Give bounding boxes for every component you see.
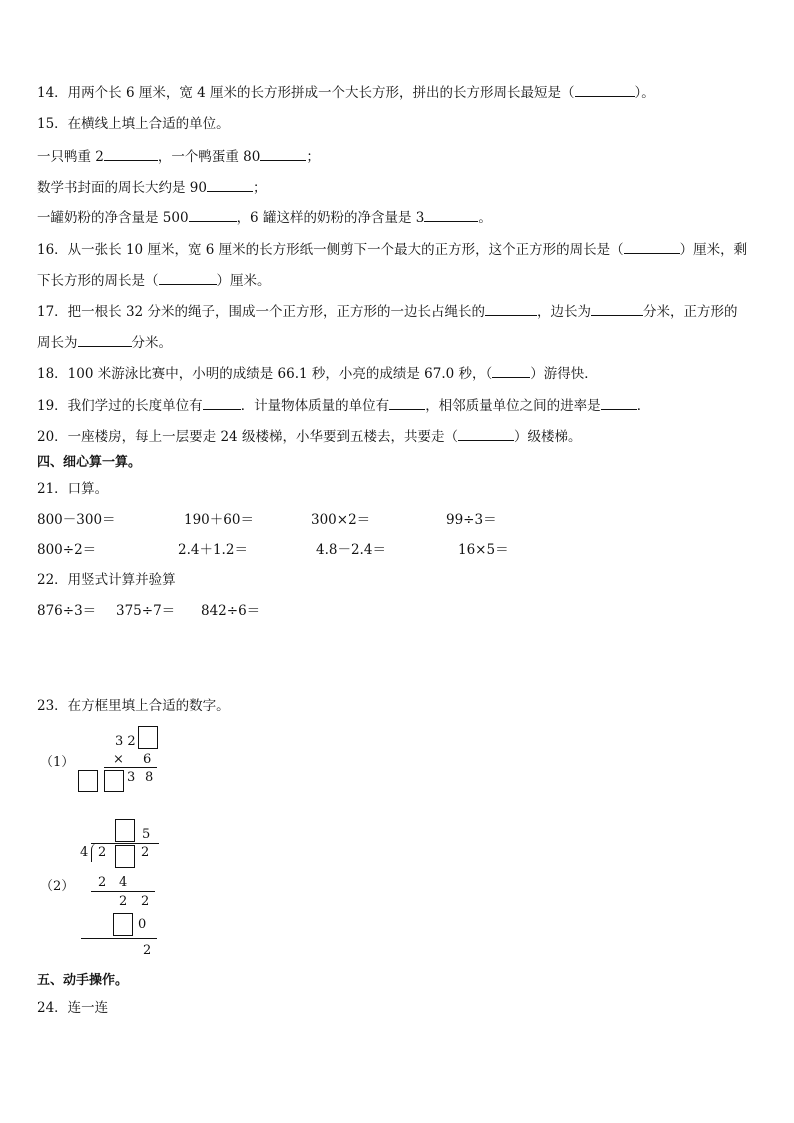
p2-division-bracket xyxy=(91,843,98,862)
q17-l2a: 周长为 xyxy=(37,335,78,351)
question-24-title: 24．连一连 xyxy=(37,1000,109,1016)
q14-end: ）。 xyxy=(634,85,655,101)
q17-blank-1[interactable] xyxy=(485,302,537,316)
p2-box-quotient[interactable] xyxy=(115,819,135,842)
question-16-line-2 xyxy=(37,271,271,290)
q15-l2a: 数学书封面的周长大约是 90 xyxy=(37,180,207,196)
q15-l3a: 一罐奶粉的净含量是 500 xyxy=(37,210,189,226)
question-17-line-2 xyxy=(37,333,172,352)
p1-box-top[interactable] xyxy=(138,726,158,749)
question-16-line-1 xyxy=(37,240,747,259)
p2-division-bar xyxy=(91,843,159,844)
question-15-line-3 xyxy=(37,208,492,227)
question-15-title: 15．在横线上填上合适的单位。 xyxy=(37,116,230,132)
p1-box-res-1[interactable] xyxy=(78,770,98,792)
calc-876-div-3: 876÷3＝ xyxy=(37,603,97,619)
calc-300-times-2: 300×2＝ xyxy=(311,512,371,528)
p2-box-sub2[interactable] xyxy=(113,913,133,936)
calc-4.8-minus-2.4: 4.8－2.4＝ xyxy=(316,542,386,558)
p2-rule-2 xyxy=(81,938,157,939)
q15-l2b: ； xyxy=(252,180,267,196)
p1-rule xyxy=(104,767,157,768)
p1-label: （1） xyxy=(40,755,75,770)
question-14 xyxy=(37,83,655,102)
q18-end: ）游得快． xyxy=(530,366,598,382)
question-18 xyxy=(37,364,598,383)
p2-box-dividend[interactable] xyxy=(115,845,135,868)
p1-box-res-2[interactable] xyxy=(104,770,124,792)
q15-blank-5[interactable] xyxy=(424,208,478,222)
p1-multiplier: 6 xyxy=(143,752,152,767)
q17-l2b: 分米。 xyxy=(131,335,172,351)
calc-800-div-2: 800÷2＝ xyxy=(37,542,97,558)
q14-text: 14．用两个长 6 厘米，宽 4 厘米的长方形拼成一个大长方形，拼出的长方形周长最短是（ xyxy=(37,85,575,101)
q19-blank-2[interactable] xyxy=(389,396,425,410)
q16-l1a: 16．从一张长 10 厘米，宽 6 厘米的长方形纸一侧剪下一个最大的正方形，这个正方形的周长是（ xyxy=(37,242,624,258)
calc-16-times-5: 16×5＝ xyxy=(458,542,509,558)
q15-l3b: ，6 罐这样的奶粉的净含量是 3 xyxy=(236,210,425,226)
q19-d: ． xyxy=(636,398,651,414)
q15-l3c: 。 xyxy=(478,210,492,226)
q19-blank-3[interactable] xyxy=(601,396,637,410)
q19-a: 19．我们学过的长度单位有 xyxy=(37,398,203,414)
q19-c: ，相邻质量单位之间的进率是 xyxy=(425,398,601,414)
p1-result-8: 8 xyxy=(145,770,154,785)
p2-sub1-4: 4 xyxy=(119,875,128,890)
question-23-title: 23．在方框里填上合适的数字。 xyxy=(37,698,230,714)
p2-divisor: 4 xyxy=(80,845,89,860)
calc-2.4-plus-1.2: 2.4＋1.2＝ xyxy=(178,542,248,558)
q19-b: ．计量物体质量的单位有 xyxy=(240,398,390,414)
q16-l1b: ）厘米，剩 xyxy=(679,242,748,258)
q17-l1a: 17．把一根长 32 分米的绳子，围成一个正方形，正方形的一边长占绳长的 xyxy=(37,304,485,320)
p2-rem1-2a: 2 xyxy=(119,894,128,909)
q14-blank[interactable] xyxy=(575,83,635,97)
calc-842-div-6: 842÷6＝ xyxy=(201,603,261,619)
question-19 xyxy=(37,396,650,415)
p2-rule-1 xyxy=(91,891,155,892)
question-17-line-1 xyxy=(37,302,737,321)
p1-times: × xyxy=(113,752,124,767)
p2-remainder: 2 xyxy=(143,943,152,958)
question-15-line-1 xyxy=(37,147,320,166)
q20-text: 20．一座楼房，每上一层要走 24 级楼梯，小华要到五楼去，共要走（ xyxy=(37,429,458,445)
q16-l2b: ）厘米。 xyxy=(216,273,271,289)
question-15-line-2 xyxy=(37,178,266,197)
q17-l1c: 分米，正方形的 xyxy=(642,304,738,320)
q15-blank-1[interactable] xyxy=(104,147,158,161)
calc-375-div-7: 375÷7＝ xyxy=(116,603,176,619)
q17-blank-3[interactable] xyxy=(78,333,132,347)
q18-blank[interactable] xyxy=(492,364,530,378)
p2-dividend-3: 2 xyxy=(141,845,150,860)
section-4-title: 四、细心算一算。 xyxy=(37,455,142,470)
question-20 xyxy=(37,427,581,446)
q16-blank-2[interactable] xyxy=(159,271,217,285)
q16-blank-1[interactable] xyxy=(624,240,680,254)
question-22-title: 22．用竖式计算并验算 xyxy=(37,572,176,588)
calc-190-plus-60: 190＋60＝ xyxy=(184,512,254,528)
q19-blank-1[interactable] xyxy=(203,396,241,410)
q15-l1b: ，一个鸭蛋重 80 xyxy=(157,149,261,165)
p2-rem1-2b: 2 xyxy=(141,894,150,909)
q15-blank-4[interactable] xyxy=(189,208,237,222)
p1-result-3: 3 xyxy=(127,770,136,785)
section-5-title: 五、动手操作。 xyxy=(37,973,129,988)
calc-99-div-3: 99÷3＝ xyxy=(446,512,497,528)
q20-blank[interactable] xyxy=(458,427,514,441)
q20-end: ）级楼梯。 xyxy=(513,429,582,445)
q15-blank-3[interactable] xyxy=(207,178,253,192)
p2-label: （2） xyxy=(40,879,75,894)
p2-quotient-5: 5 xyxy=(142,827,151,842)
q16-l2a: 下长方形的周长是（ xyxy=(37,273,159,289)
p2-dividend-1: 2 xyxy=(98,845,107,860)
p2-sub1-2: 2 xyxy=(98,875,107,890)
q15-l1a: 一只鸭重 2 xyxy=(37,149,104,165)
q17-blank-2[interactable] xyxy=(591,302,643,316)
p1-multiplicand: 3 2 xyxy=(115,734,136,749)
q15-blank-2[interactable] xyxy=(260,147,306,161)
q18-text: 18．100 米游泳比赛中，小明的成绩是 66.1 秒，小亮的成绩是 67.0 秒，（ xyxy=(37,366,493,382)
q17-l1b: ，边长为 xyxy=(536,304,591,320)
q15-l1c: ； xyxy=(306,149,320,165)
p2-sub2-0: 0 xyxy=(138,917,147,932)
question-21-title: 21．口算。 xyxy=(37,481,109,497)
calc-800-minus-300: 800－300＝ xyxy=(37,512,116,528)
